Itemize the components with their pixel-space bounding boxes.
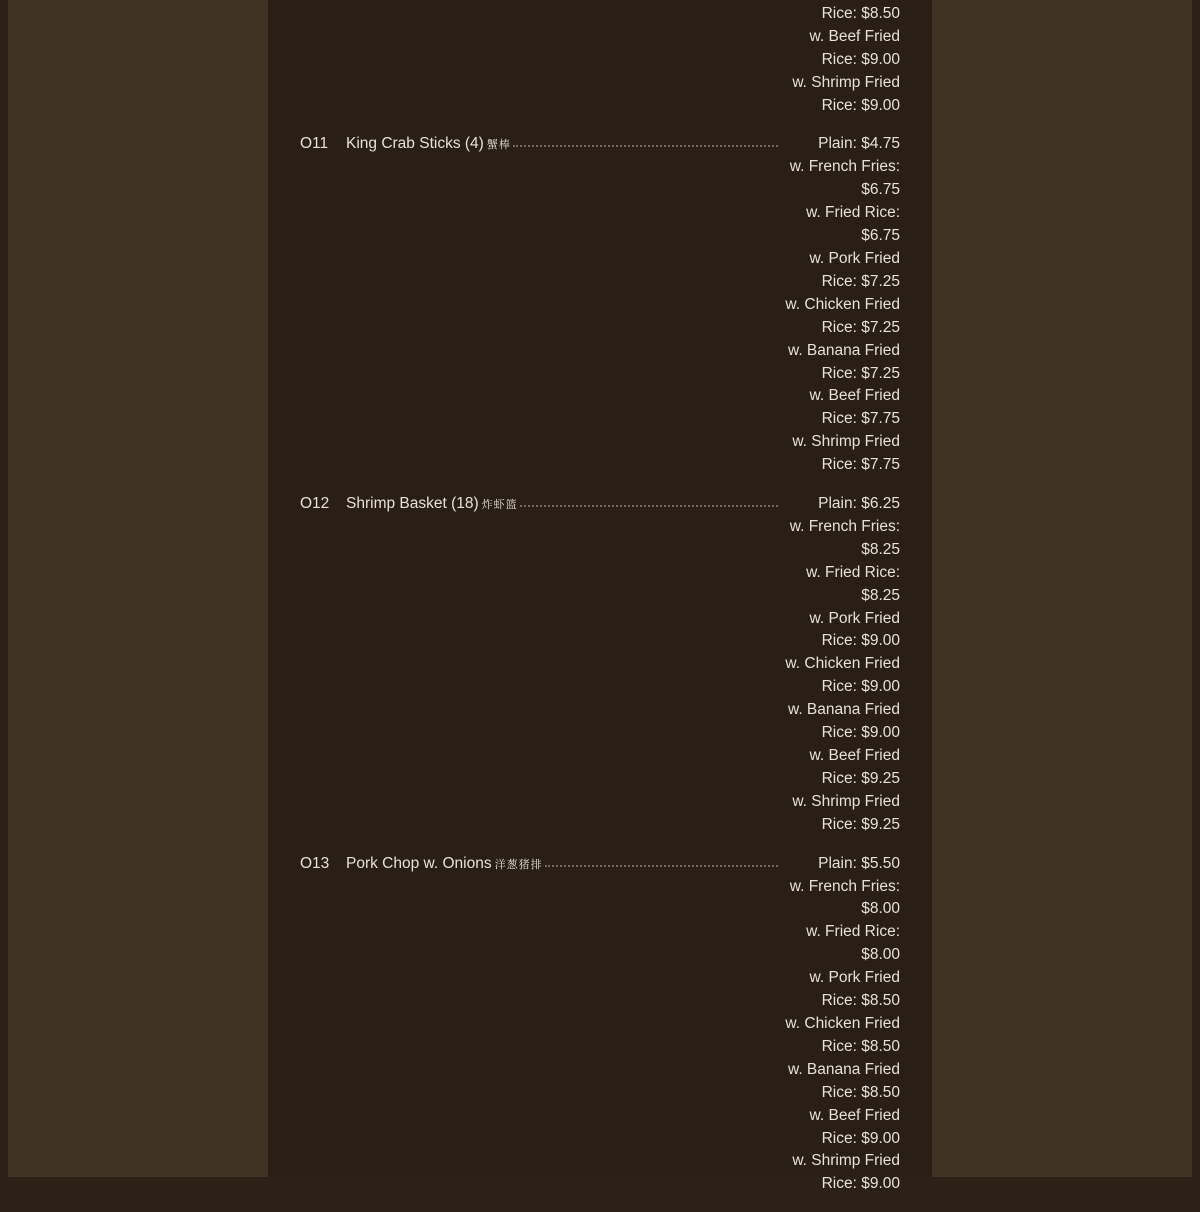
item-name-text: Pork Chop w. Onions	[346, 854, 492, 872]
leader-dots	[520, 493, 778, 507]
item-name	[346, 493, 518, 517]
right-side-panel	[932, 0, 1192, 1177]
price-line: w. Fried Rice:	[806, 563, 900, 581]
price-line: w. Banana Fried	[787, 341, 900, 359]
price-line: Rice: $9.25	[821, 769, 900, 787]
price-line: $8.00	[861, 900, 900, 918]
leader-dots	[545, 853, 778, 867]
price-list	[780, 853, 900, 1197]
price-line: w. Pork Fried	[809, 249, 900, 267]
price-line: w. Shrimp Fried	[792, 1152, 900, 1170]
price-line: Rice: $9.00	[821, 678, 900, 696]
menu-item-o13	[300, 853, 900, 1197]
item-name	[346, 133, 511, 157]
price-line: Plain: $5.50	[818, 854, 900, 872]
price-line: w. Shrimp Fried	[792, 73, 900, 91]
price-line: Rice: $9.00	[821, 724, 900, 742]
item-name-cjk: 炸虾篮	[481, 499, 518, 512]
price-line: Rice: $7.75	[821, 456, 900, 474]
price-line: Rice: $9.00	[821, 96, 900, 114]
price-line: $6.75	[861, 181, 900, 199]
price-line: $8.25	[861, 540, 900, 558]
price-line: w. Shrimp Fried	[792, 792, 900, 810]
price-line: w. Pork Fried	[809, 609, 900, 627]
price-line: Rice: $9.00	[821, 1129, 900, 1147]
price-line: w. Fried Rice:	[806, 923, 900, 941]
price-line: Rice: $8.50	[821, 1037, 900, 1055]
price-line: $8.25	[861, 586, 900, 604]
right-edge	[1192, 0, 1200, 1177]
price-line: w. Chicken Fried	[785, 295, 900, 313]
price-line: w. Beef Fried	[809, 1106, 900, 1124]
menu-item-o12	[300, 493, 900, 837]
menu-item-partial	[300, 0, 900, 117]
price-line: w. French Fries:	[789, 158, 900, 176]
price-line: w. Beef Fried	[809, 387, 900, 405]
item-name	[346, 853, 543, 877]
price-line: w. Chicken Fried	[785, 655, 900, 673]
left-side-panel	[8, 0, 268, 1177]
price-line: Rice: $7.25	[821, 364, 900, 382]
price-list	[780, 493, 900, 837]
price-line: Rice: $9.00	[821, 50, 900, 68]
price-line: w. French Fries:	[789, 877, 900, 895]
price-line: Rice: $8.50	[821, 4, 900, 22]
price-line: w. Banana Fried	[787, 1060, 900, 1078]
price-line: Rice: $7.75	[821, 410, 900, 428]
price-line: Rice: $7.25	[821, 272, 900, 290]
price-line: Rice: $7.25	[821, 318, 900, 336]
menu-list	[300, 0, 900, 1212]
price-line: Rice: $9.00	[821, 632, 900, 650]
item-name-text: Shrimp Basket (18)	[346, 495, 479, 513]
item-name-text: King Crab Sticks (4)	[346, 135, 484, 153]
price-line: Plain: $6.25	[818, 495, 900, 513]
price-line: Rice: $9.00	[821, 1175, 900, 1193]
price-line: $6.75	[861, 227, 900, 245]
price-list	[780, 0, 900, 117]
leader-dots	[513, 133, 778, 147]
left-edge	[0, 0, 8, 1177]
item-name-cjk: 蟹棒	[486, 139, 511, 152]
item-code: O12	[300, 495, 330, 513]
menu-content-panel	[268, 0, 932, 1193]
price-line: w. Chicken Fried	[785, 1014, 900, 1032]
menu-item-o11	[300, 133, 900, 477]
price-line: w. Fried Rice:	[806, 204, 900, 222]
price-line: w. Pork Fried	[809, 969, 900, 987]
price-line: Rice: $9.25	[821, 815, 900, 833]
price-line: Rice: $8.50	[821, 992, 900, 1010]
price-list	[780, 133, 900, 477]
price-line: w. Banana Fried	[787, 701, 900, 719]
price-line: $8.00	[861, 946, 900, 964]
price-line: w. French Fries:	[789, 517, 900, 535]
price-line: w. Beef Fried	[809, 27, 900, 45]
item-code: O13	[300, 854, 330, 872]
price-line: Rice: $8.50	[821, 1083, 900, 1101]
item-code: O11	[300, 135, 329, 153]
item-name-cjk: 洋葱猪排	[494, 858, 543, 871]
price-line: w. Shrimp Fried	[792, 433, 900, 451]
price-line: w. Beef Fried	[809, 747, 900, 764]
price-line: Plain: $4.75	[818, 135, 900, 153]
